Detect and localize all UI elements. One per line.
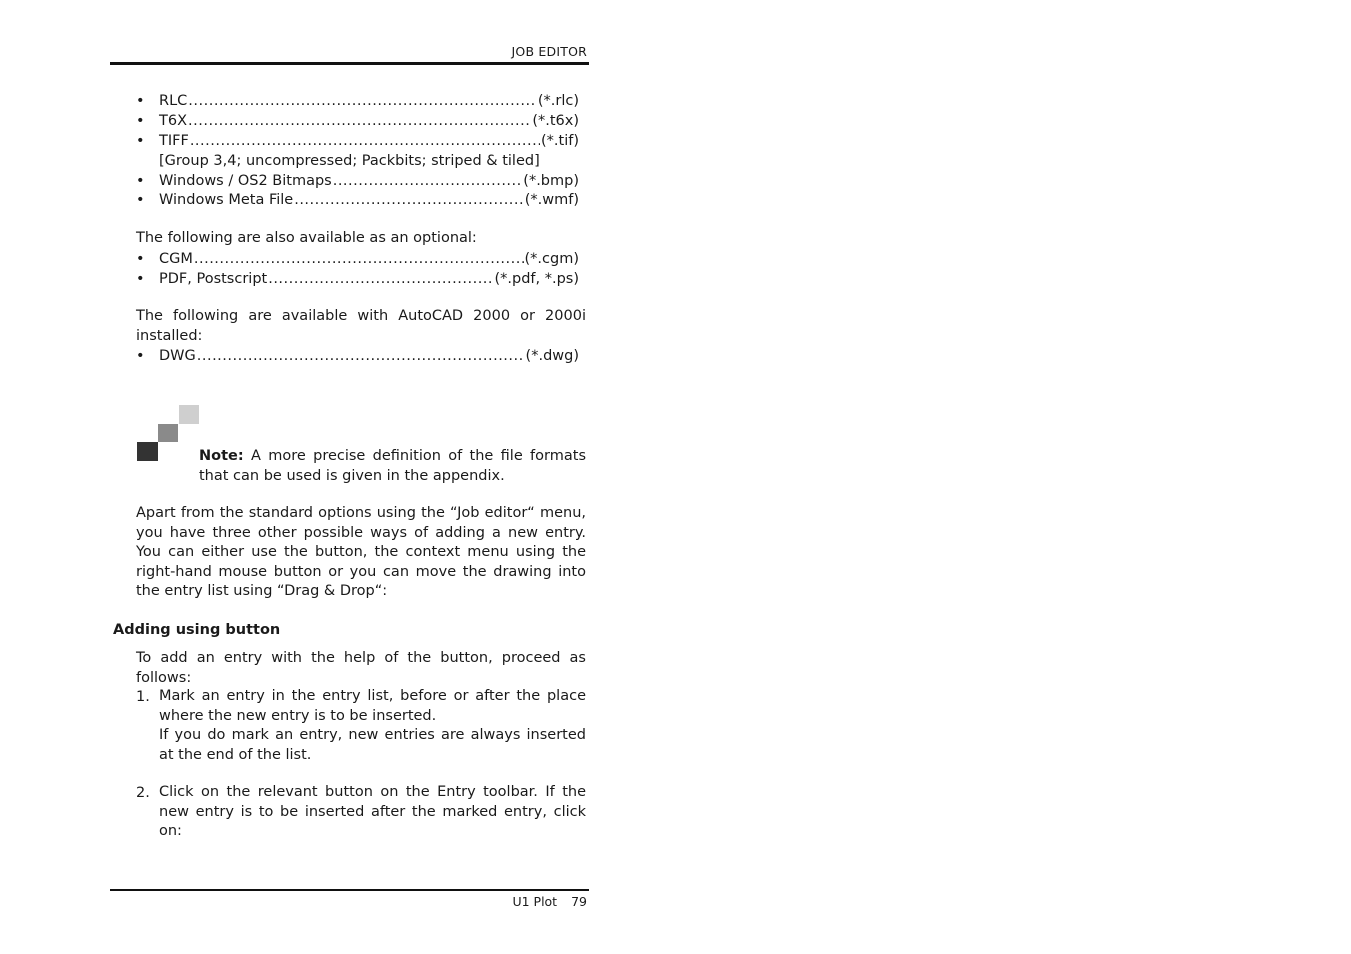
format-extension: (*.dwg) <box>525 348 579 364</box>
note-label: Note: <box>199 448 244 464</box>
step-number: 2. <box>136 785 150 801</box>
dot-leader <box>188 111 531 131</box>
footer-product: U1 Plot <box>512 894 558 909</box>
dot-leader <box>294 190 524 210</box>
format-name: DWG <box>159 348 196 364</box>
format-item-cgm <box>136 249 579 269</box>
autocad-intro: The following are available with AutoCAD 2000 or 2000i installed: <box>136 308 586 344</box>
format-name: Windows / OS2 Bitmaps <box>159 173 332 189</box>
format-extension: (*.cgm) <box>524 251 579 267</box>
running-footer <box>110 894 587 909</box>
dot-leader <box>188 91 537 111</box>
step-text: Mark an entry in the entry list, before or after the place where the new entry is to be inserted. <box>159 688 586 724</box>
format-extension: (*.pdf, *.ps) <box>494 271 579 287</box>
format-item-bmp <box>136 171 579 191</box>
format-item-tiff <box>136 131 579 151</box>
note-body: A more precise definition of the file formats that can be used is given in the appendix. <box>199 448 586 484</box>
step-text: Click on the relevant button on the Entry toolbar. If the new entry is to be inserted after the marked entry, click on: <box>159 784 586 839</box>
bullet: • <box>136 271 145 287</box>
format-item-rlc <box>136 91 579 111</box>
format-name: RLC <box>159 93 188 109</box>
page-number: 79 <box>571 894 587 909</box>
bullet: • <box>136 192 145 208</box>
section-heading: Adding using button <box>113 622 281 638</box>
dot-leader <box>268 269 493 289</box>
format-name: CGM <box>159 251 193 267</box>
step-extra: If you do mark an entry, new entries are always inserted at the end of the list. <box>159 727 586 763</box>
note-square-light <box>179 405 199 424</box>
format-extension: (*.t6x) <box>532 113 579 129</box>
dot-leader <box>333 171 523 191</box>
format-extension: (*.bmp) <box>523 173 579 189</box>
format-name: TIFF <box>159 133 189 149</box>
section-intro: To add an entry with the help of the button, proceed as follows: <box>136 650 586 686</box>
bullet: • <box>136 251 145 267</box>
optional-intro: The following are also available as an optional: <box>136 230 477 246</box>
bullet: • <box>136 93 145 109</box>
header-rule <box>110 62 589 65</box>
running-header: JOB EDITOR <box>511 44 587 59</box>
bullet: • <box>136 133 145 149</box>
format-item-wmf <box>136 190 579 210</box>
tiff-detail: [Group 3,4; uncompressed; Packbits; striped & tiled] <box>159 153 540 169</box>
format-item-pdf <box>136 269 579 289</box>
bullet: • <box>136 348 145 364</box>
intro-paragraph: Apart from the standard options using the “Job editor“ menu, you have three other possible ways of adding a new entry. You can either use the button, the context menu using the right-hand mouse button or you can move the drawing into the entry list using “Drag & Drop“: <box>136 505 586 599</box>
note-square-dark <box>137 442 158 461</box>
dot-leader <box>190 131 540 151</box>
format-name: Windows Meta File <box>159 192 294 208</box>
format-name: T6X <box>159 113 188 129</box>
format-item-dwg <box>136 346 579 366</box>
format-name: PDF, Postscript <box>159 271 268 287</box>
dot-leader <box>197 346 525 366</box>
format-item-t6x <box>136 111 579 131</box>
bullet: • <box>136 113 145 129</box>
format-extension: (*.rlc) <box>537 93 579 109</box>
format-extension: (*.tif) <box>541 133 579 149</box>
footer-rule <box>110 889 589 891</box>
step-number: 1. <box>136 689 150 705</box>
bullet: • <box>136 173 145 189</box>
format-extension: (*.wmf) <box>524 192 579 208</box>
note-text <box>199 446 586 486</box>
note-square-mid <box>158 424 178 442</box>
dot-leader <box>194 249 524 269</box>
